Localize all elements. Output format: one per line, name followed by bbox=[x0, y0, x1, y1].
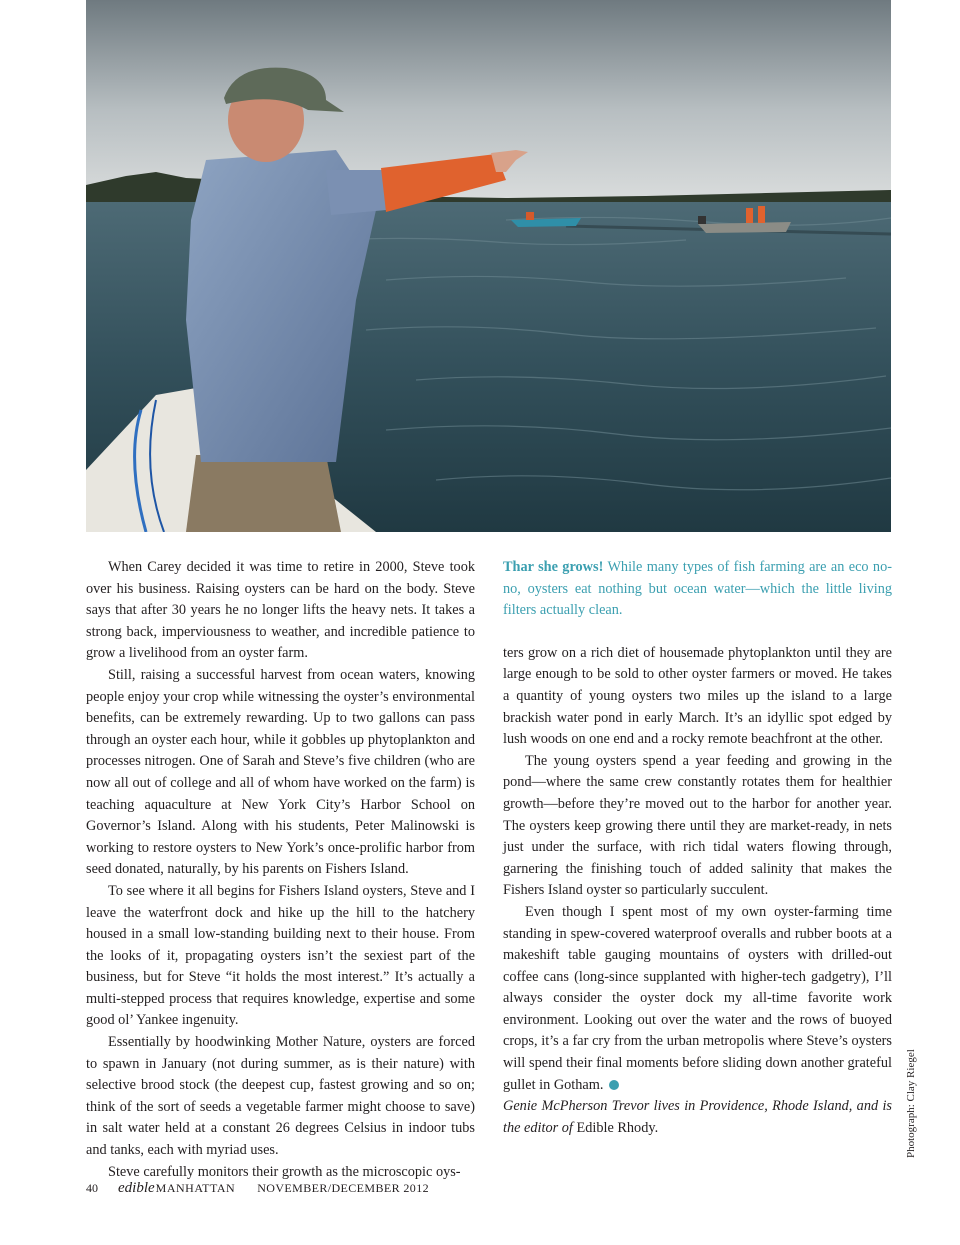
article-paragraph: ters grow on a rich diet of housemade phytoplankton until they are large enough to be sold to other oyster farmers or moved. He takes a quantity of young oysters two miles up the island to a large brackish water pond in early March. It’s an idyllic spot edged by lush woods on one end and a rocky remote beachfront at the other. bbox=[503, 644, 892, 748]
author-bio bbox=[503, 1096, 892, 1139]
end-of-article-icon bbox=[609, 1080, 619, 1090]
article-paragraph: Essentially by hoodwinking Mother Nature, oysters are forced to spawn in January (not during summer, as is their nature) with selective brood stock (the deepest cup, fastest growing and so on; think of the sort of seeds a vegetable farmer might choose to save) in salt water held at a constant 26 degrees Celsius in indoor tubs and tanks, each with myriad uses. bbox=[86, 1034, 475, 1159]
article-right-column bbox=[503, 557, 892, 1139]
author-bio-text: Genie McPherson Trevor lives in Providence, Rhode Island, and is the editor of bbox=[503, 1098, 892, 1136]
hero-photo bbox=[86, 0, 891, 532]
oyster-farm-photo bbox=[86, 0, 891, 532]
page-number: 40 bbox=[86, 1181, 98, 1195]
article-paragraph: When Carey decided it was time to retire in 2000, Steve took over his business. Raising oysters can be hard on the body. Steve says that after 30 years he no longer lifts the heavy nets. It takes a strong back, imperviousness to weather, and incredible patience to grow a livelihood from an oyster farm. bbox=[86, 559, 475, 662]
pull-quote-text: While many types of fish farming are an eco no-no, oysters eat nothing but ocean water—which the little living filters actually clean. bbox=[503, 559, 892, 619]
article-paragraph-final bbox=[503, 902, 892, 1096]
pull-quote bbox=[503, 557, 892, 622]
publication-name: Edible Rhody. bbox=[576, 1119, 659, 1136]
article-paragraph-text: Even though I spent most of my own oyster-farming time standing in spew-covered waterproof overalls and rubber boots at a makeshift table gauging mountains of oysters with drilled-out coffee cans (long-since supplanted with higher-tech gadgetry), I’ll always consider the oyster dock my all-time favorite work environment. Looking out over the water and the rows of buoyed crops, it’s a far cry from the urban metropolis where Steve’s oysters will spend their final moments before sliding down another grateful gullet in Gotham. bbox=[503, 903, 892, 1093]
article-left-column bbox=[86, 557, 475, 1183]
pull-quote-lead: Thar she grows! bbox=[503, 559, 604, 575]
issue-date: NOVEMBER/DECEMBER 2012 bbox=[257, 1181, 430, 1195]
magazine-name-city: MANHATTAN bbox=[155, 1181, 236, 1195]
photo-credit: Photograph: Clay Riegel bbox=[905, 1049, 917, 1158]
magazine-name-edible: edible bbox=[118, 1180, 155, 1196]
article-paragraph: Steve carefully monitors their growth as the microscopic oys- bbox=[108, 1163, 461, 1180]
article-paragraph: Still, raising a successful harvest from ocean waters, knowing people enjoy your crop while witnessing the oyster’s environmental benefits, can be extremely rewarding. Up to two gallons can pass through an oyster each hour, while it gobbles up phytoplankton and processes nitrogen. One of Sarah and Steve’s five children (who are now all out of college and all of whom have worked on the farm) is teaching aquaculture at New York City’s Harbor School on Governor’s Island. Along with his students, Peter Malinowski is working to restore oysters to New York’s once-prolific harbor from seed donated, naturally, by his parents on Fishers Island. bbox=[86, 666, 475, 878]
article-paragraph: To see where it all begins for Fishers Island oysters, Steve and I leave the waterfront dock and hike up the hill to the hatchery housed in a small low-standing building next to their house. From the looks of it, propagating oysters isn’t the sexiest part of the business, but for Steve “it holds the most interest.” It’s actually a multi-stepped process that requires knowledge, expertise and some good ol’ Yankee ingenuity. bbox=[86, 882, 475, 1029]
article-paragraph: The young oysters spend a year feeding and growing in the pond—where the same crew constantly rotates them for healthier growth—before they’re moved out to the harbor for another year. The oysters keep growing there until they are market-ready, in nets just under the surface, with rich tidal waters flowing through, garnering the finishing touch of added salinity that makes the Fishers Island oyster so particularly succulent. bbox=[503, 752, 892, 899]
page-footer bbox=[86, 1180, 429, 1197]
